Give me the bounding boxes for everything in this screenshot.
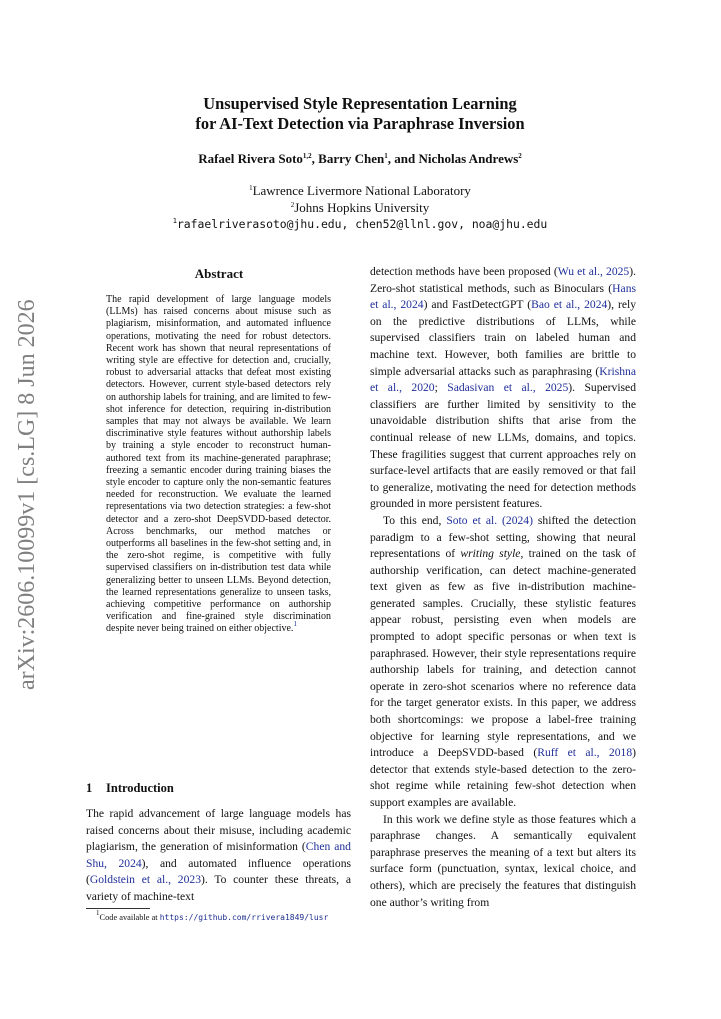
citation-link[interactable]: Soto et al. (2024) bbox=[446, 513, 533, 527]
intro-paragraph-1 bbox=[86, 806, 351, 906]
citation-link[interactable]: Chen and Shu, 2024 bbox=[86, 840, 351, 870]
right-column bbox=[370, 264, 636, 911]
author-emails bbox=[100, 216, 620, 233]
citation-link[interactable]: Wu et al., 2025 bbox=[557, 265, 630, 278]
body-text: ; bbox=[434, 381, 448, 395]
citation-link[interactable]: Sadasivan et al., 2025 bbox=[447, 381, 569, 395]
body-text: To this end, bbox=[383, 513, 447, 527]
body-text: , trained on the task of authorship verification, can detect machine-generated text given as few as five in-distribution machine-generated samples. Crucially, these stylistic features appear robust, persisting even when models are prompted to adopt specific personas or when text is paraphrased. However, their style representations require authorship labels for training, and detection cannot operate in zero-shot scenarios where no reference data for the target generator exists. In this paper, we address both shortcomings: we propose a label-free training objective for learning style representations, and we introduce a DeepSVDD-based ( bbox=[370, 547, 637, 760]
body-text: ) detector that extends style-based detection to the zero-shot regime while retaining few-shot detection when support examples are available. bbox=[370, 746, 636, 809]
affiliation-1 bbox=[100, 182, 620, 199]
body-text: detection methods have been proposed ( bbox=[370, 265, 558, 278]
author-2-affil: 1 bbox=[384, 152, 388, 160]
section-number: 1 bbox=[86, 781, 93, 795]
affiliation-1-text: Lawrence Livermore National Laboratory bbox=[252, 183, 471, 198]
title-line-1: Unsupervised Style Representation Learning bbox=[203, 94, 517, 113]
citation-link[interactable]: Bao et al., 2024 bbox=[531, 298, 608, 312]
code-url-link[interactable]: https://github.com/rrivera1849/lusr bbox=[159, 913, 329, 922]
author-3-affil: 2 bbox=[518, 152, 522, 160]
affiliation-2 bbox=[100, 199, 620, 216]
arxiv-sidebar bbox=[10, 300, 50, 720]
right-paragraph-1 bbox=[370, 264, 636, 513]
footnote bbox=[86, 909, 354, 923]
abstract-footnote-mark[interactable]: 1 bbox=[293, 620, 297, 629]
section-heading-introduction bbox=[86, 781, 174, 796]
author-1-affil: 1,2 bbox=[302, 152, 312, 160]
title-line-2: for AI-Text Detection via Paraphrase Inversion bbox=[195, 114, 525, 133]
footnote-mark: 1 bbox=[96, 909, 100, 917]
author-2: , Barry Chen bbox=[311, 151, 385, 166]
section-title: Introduction bbox=[106, 781, 174, 795]
author-3: , and Nicholas Andrews bbox=[387, 151, 519, 166]
intro-text: The rapid advancement of large language models has raised concerns about their misuse, including academic plagiarism, the generation of misinformation ( bbox=[86, 807, 351, 854]
affiliation-2-mark: 2 bbox=[290, 201, 295, 209]
emphasis-text: writing style bbox=[460, 547, 521, 561]
citation-link[interactable]: Krishna et al., 2020 bbox=[370, 364, 636, 395]
affiliation-1-mark: 1 bbox=[249, 184, 253, 192]
citation-link[interactable]: Hans et al., 2024 bbox=[370, 281, 636, 312]
author-list bbox=[120, 151, 600, 167]
abstract-text: The rapid development of large language models (LLMs) has raised concerns about misuse such as plagiarism, misinformation, and automated influence operations, motivating the need for robust detectors. Recent work has shown that neural representations of writing style are effective for detection and, crucially, robust to adversarial attacks that defeat most existing detectors. However, current style-based detectors rely on authorship labels for training, and are limited to few-shot inference for detection, requiring in-distribution samples that may not always be available. We learn discriminative style features without authorship labels by training a style encoder to reconstruct human-authored text from its machine-generated paraphrase; freezing a semantic encoder during training biases the style encoder to capture only the non-semantic features needed for reconstruction. We evaluate the learned representations via two detection strategies: a few-shot detector and a zero-shot DeepSVDD-based detector. Across benchmarks, our method matches or outperforms all baselines in the few-shot setting and, in the zero-shot regime, is competitive with fully supervised classifiers on in-distribution test data while generalizing better to unseen LLMs. Beyond detection, the learned representations generalize to unseen tasks, achieving competitive performance on authorship verification and fine-grained style discrimination despite never being trained on either objective. bbox=[106, 294, 331, 635]
intro-text: ). To counter these threats, a variety of machine-text bbox=[86, 873, 351, 903]
emails-text[interactable]: rafaelriverasoto@jhu.edu, chen52@llnl.gov, noa@jhu.edu bbox=[176, 217, 548, 231]
arxiv-identifier: arXiv:2606.10099v1 [cs.LG] 8 Jun 2026 bbox=[14, 299, 40, 690]
emails-mark: 1 bbox=[172, 217, 177, 225]
citation-link[interactable]: Goldstein et al., 2023 bbox=[89, 873, 201, 887]
paper-title bbox=[120, 94, 600, 134]
affiliation-2-text: Johns Hopkins University bbox=[294, 200, 430, 215]
body-text: shifted the detection paradigm to a few-shot setting, showing that neural representations of bbox=[370, 513, 637, 561]
body-text: ). Zero-shot statistical methods, such as Binoculars ( bbox=[370, 265, 636, 295]
footnote-text: Code available at bbox=[99, 913, 160, 922]
abstract-body bbox=[106, 294, 331, 636]
right-paragraph-2 bbox=[370, 513, 636, 812]
citation-link[interactable]: Ruff et al., 2018 bbox=[537, 746, 633, 760]
intro-text: ), and automated influence operations ( bbox=[86, 856, 352, 887]
right-paragraph-3: In this work we define style as those features which a paraphrase changes. A semantically equivalent paraphrase preserves the meaning of a text but alters its surface form (punctuation, syntax, lexical choice, and others), which are precisely the features that distinguish one author’s writing from bbox=[370, 812, 636, 909]
body-text: ), rely on the predictive distributions of LLMs, while supervised classifiers train on labeled human and machine text. However, both families are brittle to simple adversarial attacks such as paraphrasing ( bbox=[370, 298, 637, 378]
body-text: ) and FastDetectGPT ( bbox=[423, 298, 532, 312]
author-1: Rafael Rivera Soto bbox=[198, 151, 303, 166]
body-text: ). Supervised classifiers are further limited by sensitivity to the unavoidable distribution shifts that arise from the continual release of new LLMs, domains, and topics. These fragilities suggest that current approaches rely on surface-level artifacts that are easily removed or that fail to generalize, motivating the need for detection methods grounded in more persistent features. bbox=[370, 381, 636, 511]
abstract-heading: Abstract bbox=[194, 266, 244, 281]
